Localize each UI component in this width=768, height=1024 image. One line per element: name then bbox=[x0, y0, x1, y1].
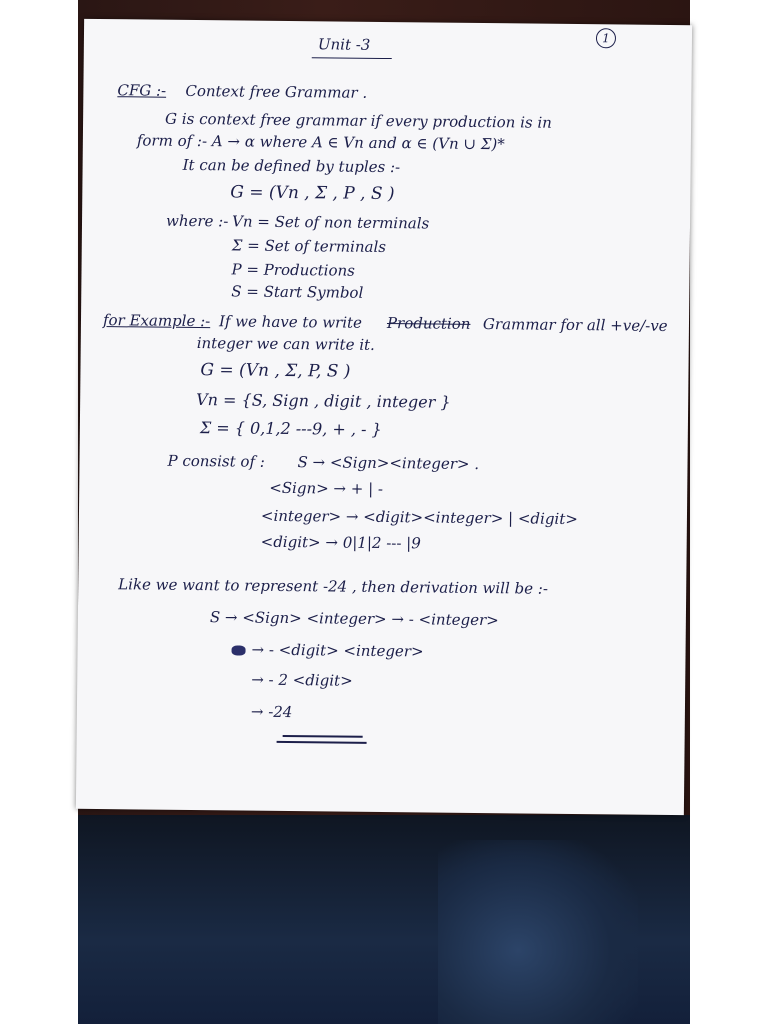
definition-item: S = Start Symbol bbox=[231, 282, 364, 302]
final-underline bbox=[277, 741, 367, 744]
scribble-mark bbox=[231, 640, 249, 658]
cfg-heading-label: CFG :- bbox=[117, 81, 167, 100]
definition-item: Σ = Set of terminals bbox=[231, 236, 387, 257]
derivation-step: S → <Sign> <integer> → - <integer> bbox=[209, 608, 499, 630]
struck-word: Production bbox=[386, 314, 471, 333]
where-label: where :- bbox=[165, 211, 229, 231]
cfg-heading-text: Context free Grammar . bbox=[185, 81, 368, 102]
example-tuple: G = (Vn , Σ, P, S ) bbox=[200, 360, 351, 382]
definition-line-1: G is context free grammar if every production is in bbox=[165, 109, 552, 132]
page-title: Unit -3 bbox=[317, 35, 371, 54]
definition-item: Vn = Set of non terminals bbox=[231, 212, 430, 233]
sigma-set: Σ = { 0,1,2 ---9, + , - } bbox=[199, 418, 382, 439]
p-consist-label: P consist of : bbox=[167, 451, 265, 471]
grammar-tuple: G = (Vn , Σ , P , S ) bbox=[230, 182, 395, 205]
definition-line-3: It can be defined by tuples :- bbox=[182, 155, 401, 177]
definition-item: P = Productions bbox=[231, 260, 355, 280]
example-label: for Example :- bbox=[102, 311, 211, 331]
production-rule: <Sign> → + | - bbox=[269, 478, 384, 498]
production-rule: <digit> → 0|1|2 --- |9 bbox=[260, 532, 421, 553]
title-underline bbox=[312, 57, 392, 59]
example-text-after: Grammar for all +ve/-ve bbox=[482, 315, 668, 335]
derivation-intro: Like we want to represent -24 , then derivation will be :- bbox=[118, 575, 549, 598]
fabric-fold bbox=[438, 840, 638, 1024]
production-rule: S → <Sign><integer> . bbox=[297, 453, 480, 473]
page-number: 1 bbox=[596, 28, 616, 48]
derivation-step: → - 2 <digit> bbox=[251, 670, 353, 690]
final-underline bbox=[283, 735, 363, 738]
example-line-2: integer we can write it. bbox=[196, 334, 375, 354]
derivation-step: → -24 bbox=[250, 702, 293, 722]
example-text-before: If we have to write bbox=[218, 312, 363, 332]
ink-scribble-icon bbox=[231, 645, 245, 655]
production-rule: <integer> → <digit><integer> | <digit> bbox=[260, 506, 578, 529]
notebook-page bbox=[76, 19, 692, 815]
vn-set: Vn = {S, Sign , digit , integer } bbox=[196, 390, 451, 412]
definition-line-2: form of :- A → α where A ∈ Vn and α ∈ (Vn ∪ Σ)* bbox=[136, 131, 505, 154]
derivation-step: → - <digit> <integer> bbox=[251, 640, 424, 661]
